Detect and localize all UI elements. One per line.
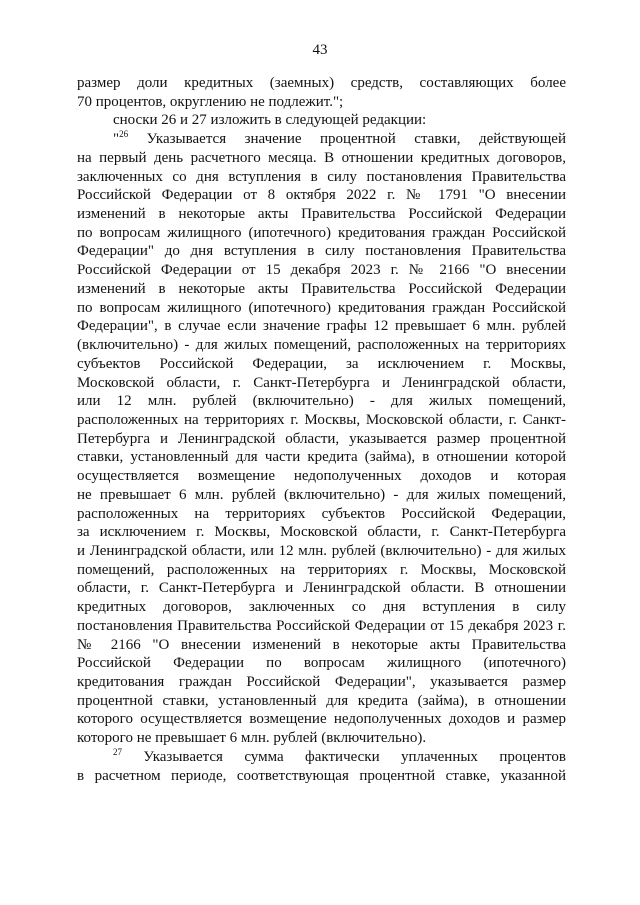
footnote-marker-27: 27 [113,746,122,757]
document-body [77,74,566,785]
footnote-marker-26: 26 [119,129,129,140]
text-line: или 12 млн. рублей (включительно) - для жилых помещений, [77,393,566,410]
text-line: и Ленинградской области, или 12 млн. рублей (включительно) - для жилых [77,542,566,559]
text-line: Российской Федерации от 15 декабря 2023 г. № 2166 "О внесении [77,262,566,279]
text-line: осуществляется возмещение недополученных доходов и которая [77,468,566,485]
footnote-26-first-line [77,130,566,149]
text-line: кредитных договоров, заключенных со дня вступления в силу [77,599,566,616]
text-line: не превышает 6 млн. рублей (включительно) - для жилых помещений, [77,486,566,503]
text-line: ставки, установленный для части кредита (займа), в отношении которой [77,449,566,466]
text-line: расположенных на территориях г. Москвы, Московской области, г. Санкт- [77,411,566,428]
text-line: размер доли кредитных (заемных) средств, составляющих более [77,75,566,91]
text-line: изменений в некоторые акты Правительства Российской Федерации [77,280,566,297]
text-line: изменений в некоторые акты Правительства Российской Федерации [77,206,566,223]
text-line: кредитования граждан Российской Федерации", указывается размер [77,674,566,690]
text-line: по вопросам жилищного (ипотечного) кредитования граждан Российской [77,299,566,316]
text-line: Федерации" до дня вступления в силу постановления Правительства [77,243,566,260]
text-line: которого осуществляется возмещение недополученных доходов и размер [77,711,566,728]
text-line: в расчетном периоде, соответствующая процентной ставке, указанной [77,767,566,784]
text-line: процентной ставки, установленный для кредита (займа), в отношении [77,692,566,709]
text-line: которого не превышает 6 млн. рублей (включительно). [77,730,427,747]
text-line: субъектов Российской Федерации, за исключением г. Москвы, [77,355,566,372]
page-number: 43 [312,42,328,58]
text-line: по вопросам жилищного (ипотечного) кредитования граждан Российской [77,224,566,241]
open-quote: " [113,131,120,148]
text-line: расположенных на территориях субъектов Российской Федерации, [77,505,566,522]
text-line: Российской Федерации по вопросам жилищного (ипотечного) [77,655,566,672]
text-line: Указывается значение процентной ставки, действующей [146,131,566,148]
text-line: на первый день расчетного месяца. В отношении кредитных договоров, [77,149,566,166]
text-line: Российской Федерации от 8 октября 2022 г. № 1791 "О внесении [77,187,566,204]
text-line: Федерации", в случае если значение графы 12 превышает 6 млн. рублей [77,318,566,335]
text-line: (включительно) - для жилых помещений, расположенных на территориях [77,337,566,354]
text-line: Московской области, г. Санкт-Петербурга и Ленинградской области, [77,374,566,391]
footnote-27-first-line [77,748,566,767]
text-line: 70 процентов, округлению не подлежит."; [77,93,344,110]
text-line: Указывается сумма фактически уплаченных процентов [143,748,566,765]
text-line: Петербурга и Ленинградской области, указывается размер процентной [77,430,566,447]
text-line: области, г. Санкт-Петербурга и Ленинградской области. В отношении [77,580,566,597]
text-line: помещений, расположенных на территориях г. Москвы, Московской [77,561,566,578]
text-line: за исключением г. Москвы, Московской области, г. Санкт-Петербурга [77,524,566,541]
text-line: заключенных со дня вступления в силу постановления Правительства [77,168,566,185]
text-line: № 2166 "О внесении изменений в некоторые акты Правительства [77,636,566,653]
text-line: постановления Правительства Российской Федерации от 15 декабря 2023 г. [77,617,566,634]
text-line: сноски 26 и 27 изложить в следующей редакции: [113,112,427,129]
